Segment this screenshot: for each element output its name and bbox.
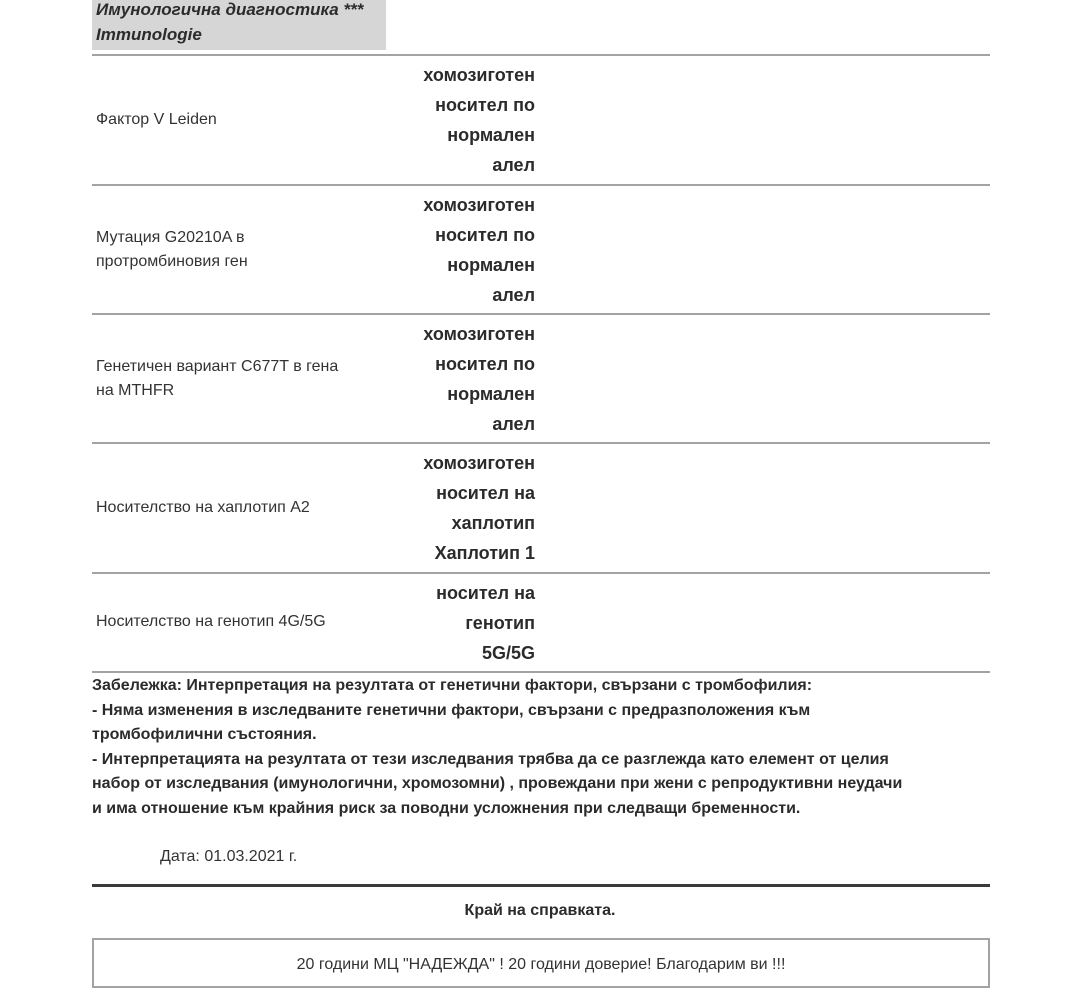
section-title-bg: Имунологична диагностика ***: [96, 0, 364, 19]
test-row: [92, 190, 990, 314]
test-result: хомозиготен носител по нормален алел: [423, 324, 535, 434]
test-row: [92, 60, 990, 184]
divider: [92, 671, 990, 673]
divider: [92, 54, 990, 56]
test-row: [92, 448, 990, 572]
footer-banner: [92, 938, 990, 988]
test-name: Носителство на хаплотип А2: [96, 499, 310, 516]
test-result: носител на генотип 5G/5G: [436, 583, 535, 663]
divider: [92, 313, 990, 315]
divider-dark: [92, 884, 990, 887]
divider: [92, 184, 990, 186]
divider: [92, 572, 990, 574]
end-of-report: Край на справката.: [464, 902, 616, 919]
test-result: хомозиготен носител на хаплотип Хаплотип 1: [423, 453, 535, 563]
test-row: [92, 578, 990, 672]
test-result: хомозиготен носител по нормален алел: [423, 65, 535, 175]
section-title-de: Immunologie: [96, 25, 202, 44]
report-date: Дата: 01.03.2021 г.: [160, 848, 298, 865]
test-name: Мутация G20210A в протромбиновия ген: [96, 229, 248, 270]
test-name: Фактор V Leiden: [96, 111, 217, 128]
test-name: Носителство на генотип 4G/5G: [96, 613, 326, 630]
section-header: [92, 0, 386, 50]
footer-text: 20 години МЦ "НАДЕЖДА" ! 20 години доверие! Благодарим ви !!!: [296, 956, 786, 973]
divider: [92, 442, 990, 444]
test-row: [92, 319, 990, 443]
test-result: хомозиготен носител по нормален алел: [423, 195, 535, 305]
test-name: Генетичен вариант C677T в гена на MTHFR: [96, 358, 339, 399]
interpretation-note: Забележка: Интерпретация на резултата от генетични фактори, свързани с тромбофилия: - Няма изменения в изследваните генетични фактори, свързани с предразположения към тромбофилични състояния. - Интерпретацията на резултата от тези изследвания трябва да се разглежда като елемент от целия набор от изследвания (имунологични, хромозомни) , провеждани при жени с репродуктивни неудачи и има отношение към крайния риск за поводни усложнения при следващи бременности.: [92, 677, 903, 817]
